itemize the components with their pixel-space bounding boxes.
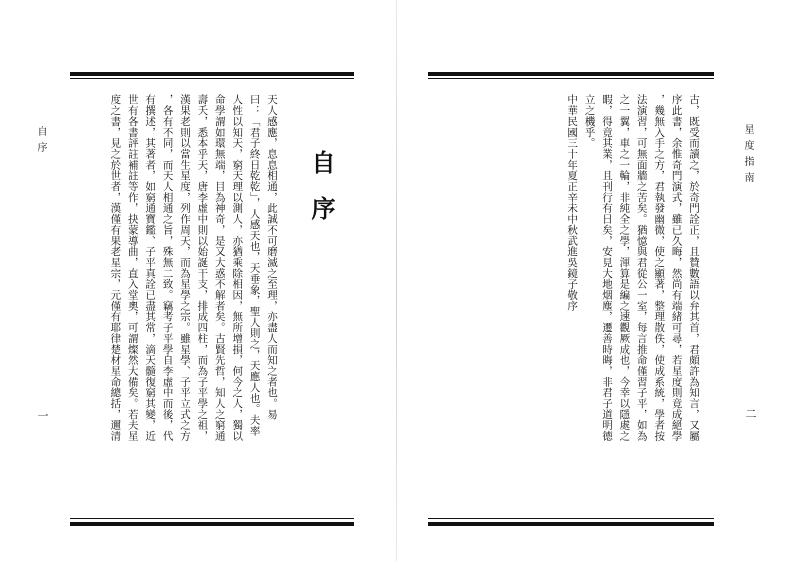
text-column: 度之書，見之於世者，漢僅有果老星宗，元僅有耶律楚材星命總括，邇清 xyxy=(109,94,122,442)
text-column: 人性以知天，窮天理以測人，亦猶乘除相因，無所增損，何今之人，獨以 xyxy=(231,94,244,442)
bottom-rule-thin xyxy=(70,518,354,519)
text-column: 中華民國三十年夏正辛未中秋武進吳鏡子敬序 xyxy=(566,94,579,311)
top-rule-thick xyxy=(428,72,714,76)
text-column: 暇，得竟其業，且刊行有日矣，安見大地烟塵，遷善時晦，非君子道明德 xyxy=(600,94,613,442)
text-column: 立之機乎。 xyxy=(583,94,596,149)
text-column: 之一翼，車之一輪，非純全之學，渾算是編之速觀厥成也，今幸以隱處之 xyxy=(618,94,631,442)
text-column: 序此書，余惟奇門演式，雖已久晦，然尚有端緒可尋，若星度則竟成絕學 xyxy=(670,94,683,442)
text-column: 壽夭，悉本乎天，唐李虛中則以始誕干支，排成四柱，而為子平學之祖， xyxy=(196,94,209,442)
text-column: 曰：「君子終日乾乾」，人感天也，天垂象，聖人則之，天應人也。夫率 xyxy=(248,94,261,436)
top-rule-thin xyxy=(428,78,714,79)
top-rule-thick xyxy=(70,72,354,76)
left-running-head: 自序 xyxy=(35,126,46,158)
left-body-text xyxy=(84,94,280,518)
preface-heading: 自序 xyxy=(307,150,336,242)
text-column: 命學謂如環無端，目為神奇，是又大惑不解者矣。古賢先哲，知人之窮通 xyxy=(213,94,226,442)
text-column: 古，既受而讀之，於奇門詮正，且贊數語以弁其首，君頗許為知言，又屬 xyxy=(688,94,700,442)
text-column: 世有各書評註補註等作，抉蒙導曲，直入堂奧，可謂燦然大備矣。若夫星 xyxy=(126,94,139,442)
text-column: 有撰述，其著者，如窮通寶鑑、子平真詮已盡其常，滴天髓復窮其變，近 xyxy=(144,94,157,442)
right-running-head: 星度指南 xyxy=(742,124,753,188)
right-page-number: 二 xyxy=(744,408,757,419)
text-column: ，幾無入手之方，君執發幽微，使之顯著，整理散佚，使成系統，學者按 xyxy=(653,94,666,442)
bottom-rule-thin xyxy=(428,518,714,519)
bottom-rule-thick xyxy=(70,522,354,526)
text-column: 法演習，可無面牆之苦矣。猶憶與君從公一室，每言推命僅習子平，如為 xyxy=(635,94,648,442)
right-body-text xyxy=(560,94,702,518)
bottom-rule-thick xyxy=(428,522,714,526)
book-gutter xyxy=(396,0,397,561)
text-column: 漢果老則以當生星度，列作周天，而為星學之宗。雖星學、子平立式之方 xyxy=(178,94,191,442)
text-column: ，各有不同，而天人相通之旨，殊無二致。竊考子平學自李虛中而後，代 xyxy=(161,94,174,442)
left-page-number: 一 xyxy=(36,410,49,421)
top-rule-thin xyxy=(70,78,354,79)
text-column: 天人感應，息息相通，此誠不可磨滅之至理，亦盡人而知之者也。易 xyxy=(266,94,278,420)
